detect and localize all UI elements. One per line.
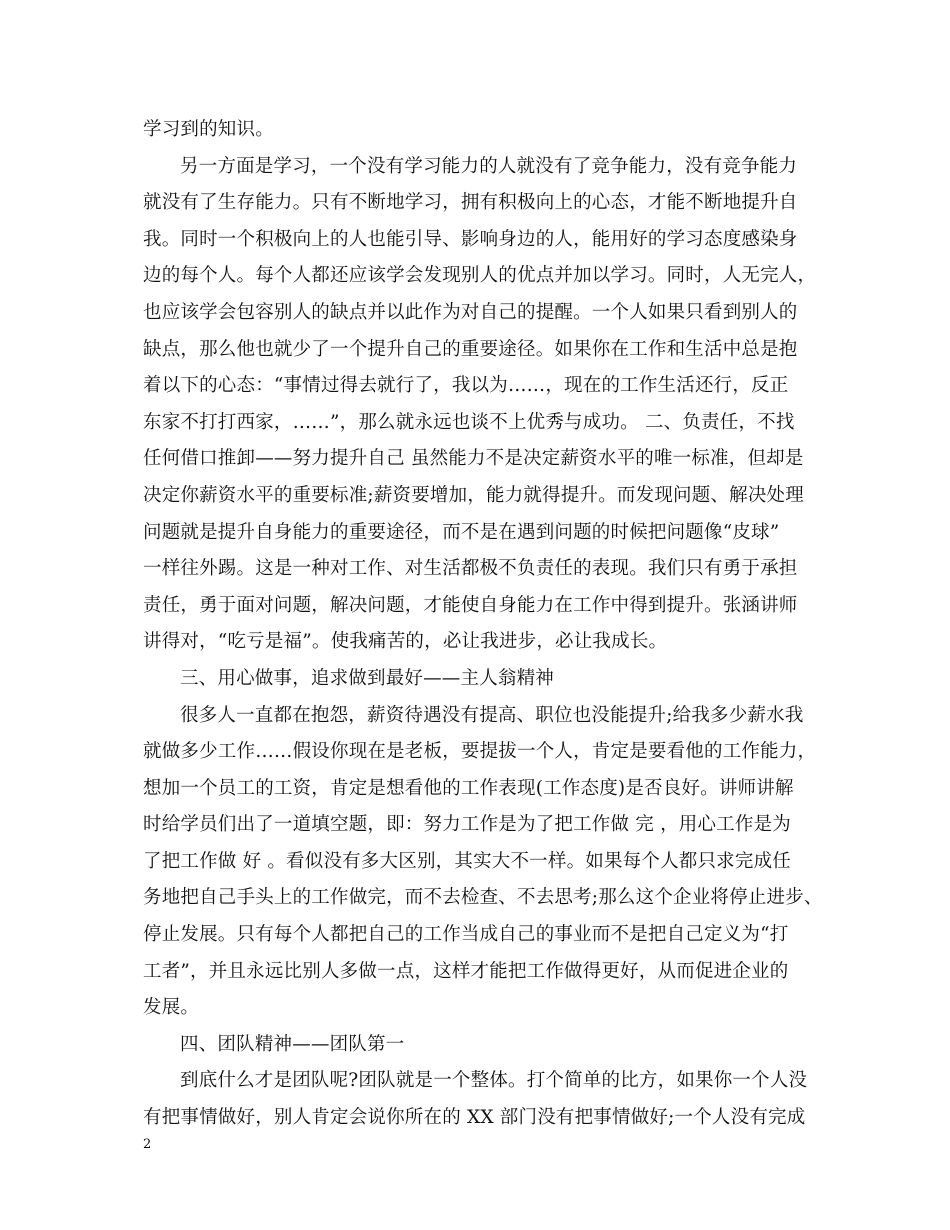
- text-line: 有把事情做好，别人肯定会说你所在的 XX 部门没有把事情做好;一个人没有完成: [143, 1107, 806, 1129]
- text-line: 就没有了生存能力。只有不断地学习，拥有积极向上的心态，才能不断地提升自: [143, 192, 798, 214]
- text-line: 问题就是提升自身能力的重要途径，而不是在遇到问题的时候把问题像“皮球”: [143, 521, 780, 543]
- text-line: 发展。: [143, 997, 200, 1019]
- text-line: 边的每个人。每个人都还应该学会发现别人的优点并加以学习。同时，人无完人，: [143, 265, 817, 287]
- text-line: 也应该学会包容别人的缺点并以此作为对自己的提醒。一个人如果只看到别人的: [143, 301, 798, 323]
- text-line: 四、团队精神——团队第一: [180, 1033, 405, 1055]
- text-line: 务地把自己手头上的工作做完，而不去检查、不去思考;那么这个企业将停止进步、: [143, 887, 823, 909]
- text-line: 我。同时一个积极向上的人也能引导、影响身边的人，能用好的学习态度感染身: [143, 228, 798, 250]
- text-line: 任何借口推卸——努力提升自己 虽然能力不是决定薪资水平的唯一标准，但却是: [143, 448, 804, 470]
- text-line: 学习到的知识。: [143, 119, 274, 140]
- text-line: 就做多少工作……假设你现在是老板，要提拔一个人，肯定是要看他的工作能力，: [143, 741, 817, 763]
- text-line: 讲得对，“吃亏是福”。使我痛苦的，必让我进步，必让我成长。: [143, 631, 668, 653]
- text-line: 很多人一直都在抱怨，薪资待遇没有提高、职位也没能提升;给我多少薪水我: [180, 704, 804, 726]
- text-line: 缺点，那么他也就少了一个提升自己的重要途径。如果你在工作和生活中总是抱: [143, 338, 798, 360]
- text-line: 责任，勇于面对问题，解决问题，才能使自身能力在工作中得到提升。张涵讲师: [143, 594, 798, 616]
- text-line: 东家不打打西家，……”，那么就永远也谈不上优秀与成功。 二、负责任，不找: [143, 411, 795, 433]
- text-line: 了把工作做 好 。看似没有多大区别，其实大不一样。如果每个人都只求完成任: [143, 850, 791, 872]
- page-number: 2: [143, 1137, 152, 1152]
- text-line: 工者”，并且永远比别人多做一点，这样才能把工作做得更好，从而促进企业的: [143, 960, 789, 982]
- text-line: 时给学员们出了一道填空题，即：努力工作是为了把工作做 完 ，用心工作是为: [143, 814, 791, 836]
- text-line: 另一方面是学习，一个没有学习能力的人就没有了竞争能力，没有竞争能力: [180, 155, 798, 177]
- text-line: 到底什么才是团队呢?团队就是一个整体。打个简单的比方，如果你一个人没: [180, 1070, 808, 1092]
- text-line: 决定你薪资水平的重要标准;薪资要增加，能力就得提升。而发现问题、解决处理: [143, 484, 804, 506]
- text-line: 着以下的心态：“事情过得去就行了，我以为……，现在的工作生活还行，反正: [143, 375, 789, 397]
- text-line: 停止发展。只有每个人都把自己的工作当成自己的事业而不是把自己定义为“打: [143, 924, 789, 946]
- body-text: [143, 112, 823, 1137]
- text-line: 一样往外踢。这是一种对工作、对生活都极不负责任的表现。我们只有勇于承担: [143, 558, 798, 580]
- text-line: 三、用心做事，追求做到最好——主人翁精神: [180, 667, 555, 689]
- text-line: 想加一个员工的工资，肯定是想看他的工作表现(工作态度)是否良好。讲师讲解: [143, 777, 794, 799]
